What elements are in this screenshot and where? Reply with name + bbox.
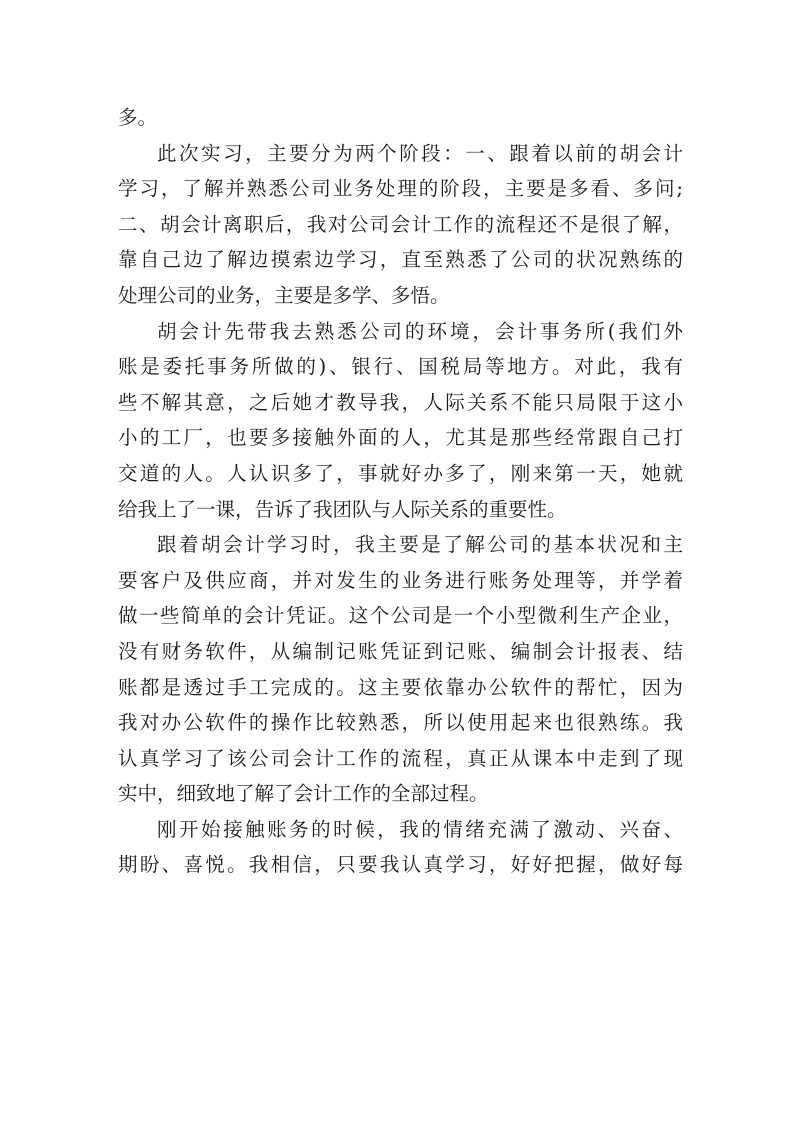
- text-line: 实中，细致地了解了会计工作的全部过程。: [118, 782, 489, 806]
- text-line: 学习，了解并熟悉公司业务处理的阶段，主要是多看、多问;: [118, 177, 683, 201]
- text-line: 刚开始接触账务的时候，我的情绪充满了激动、兴奋、: [157, 817, 683, 841]
- text-line: 靠自己边了解边摸索边学习，直至熟悉了公司的状况熟练的: [118, 248, 683, 272]
- text-line: 给我上了一课，告诉了我团队与人际关系的重要性。: [118, 497, 567, 521]
- text-line: 做一些简单的会计凭证。这个公司是一个小型微利生产企业，: [118, 604, 683, 628]
- text-line: 小的工厂，也要多接触外面的人，尤其是那些经常跟自己打: [118, 426, 683, 450]
- text-line: 没有财务软件，从编制记账凭证到记账、编制会计报表、结: [118, 639, 683, 663]
- text-line: 跟着胡会计学习时，我主要是了解公司的基本状况和主: [157, 533, 683, 557]
- text-line: 些不解其意，之后她才教导我，人际关系不能只局限于这小: [118, 390, 683, 414]
- text-line: 要客户及供应商，并对发生的业务进行账务处理等，并学着: [118, 568, 683, 592]
- text-line: 期盼、喜悦。我相信，只要我认真学习，好好把握，做好每: [118, 853, 683, 877]
- paragraph: [118, 314, 683, 528]
- text-line: 胡会计先带我去熟悉公司的环境，会计事务所(我们外: [157, 319, 683, 343]
- paragraph: [118, 100, 683, 136]
- text-line: 处理公司的业务，主要是多学、多悟。: [118, 283, 450, 307]
- text-line: 二、胡会计离职后，我对公司会计工作的流程还不是很了解，: [118, 212, 683, 236]
- text-line: 交道的人。人认识多了，事就好办多了，刚来第一天，她就: [118, 461, 683, 485]
- paragraph: [118, 812, 683, 883]
- text-line: 此次实习，主要分为两个阶段：一、跟着以前的胡会计: [157, 141, 683, 165]
- document-body: [118, 100, 683, 883]
- text-line: 认真学习了该公司会计工作的流程，真正从课本中走到了现: [118, 746, 683, 770]
- text-line: 我对办公软件的操作比较熟悉，所以使用起来也很熟练。我: [118, 711, 683, 735]
- paragraph: [118, 136, 683, 314]
- text-line: 账都是透过手工完成的。这主要依靠办公软件的帮忙，因为: [118, 675, 683, 699]
- text-line: 多。: [118, 106, 158, 129]
- paragraph: [118, 527, 683, 812]
- text-line: 账是委托事务所做的)、银行、国税局等地方。对此，我有: [118, 355, 683, 379]
